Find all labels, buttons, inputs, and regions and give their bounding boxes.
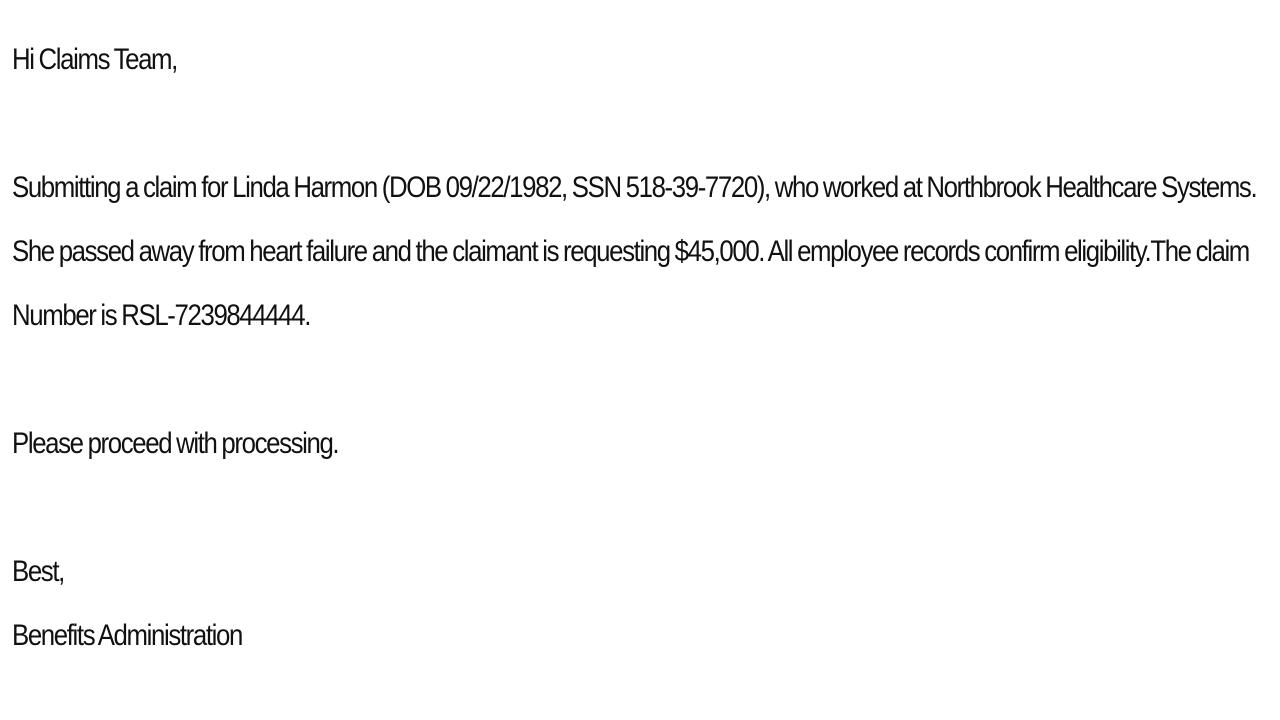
paragraph-spacer bbox=[12, 92, 1274, 156]
email-body bbox=[12, 28, 1257, 668]
email-sign-off: Best, bbox=[12, 555, 64, 588]
email-content bbox=[12, 28, 1274, 668]
paragraph-spacer bbox=[12, 348, 1274, 412]
email-signature: Benefits Administration bbox=[12, 619, 242, 652]
email-paragraph-request: Please proceed with processing. bbox=[12, 427, 339, 460]
paragraph-spacer bbox=[12, 476, 1274, 540]
email-greeting: Hi Claims Team, bbox=[12, 43, 177, 76]
email-paragraph-claim-details: Submitting a claim for Linda Harmon (DOB 09/22/1982, SSN 518-39-7720), who worked at Northbrook Healthcare Systems. She passed away from heart failure and the claimant is requesting $45,000. All employee records confirm eligibility.The claim Number is RSL-7239844444. bbox=[12, 171, 1257, 332]
